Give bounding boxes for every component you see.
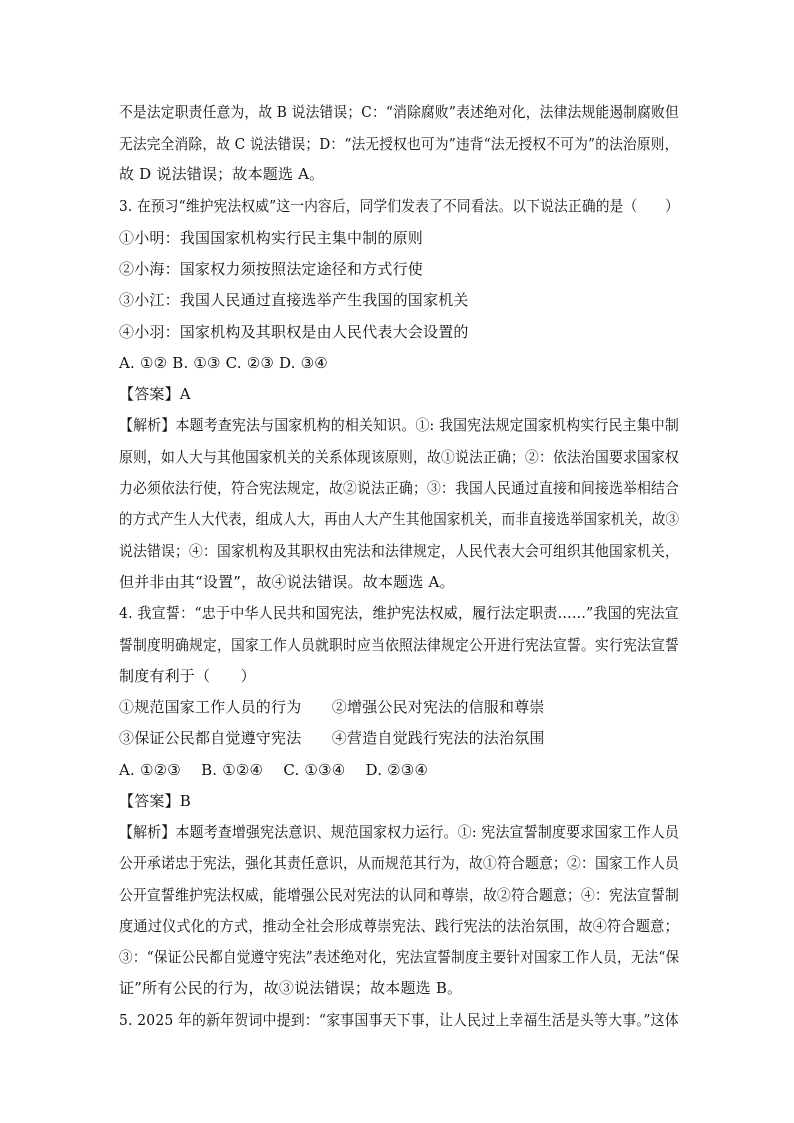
analysis-line: 说法错误；④：国家机构及其职权由宪法和法律规定，人民代表大会可组织其他国家机关， xyxy=(119,542,680,560)
analysis-line: 原则，如人大与其他国家机关的关系体现该原则，故①说法正确；②：依法治国要求国家权 xyxy=(119,448,680,466)
question-4-stem: 制度有利于（ ） xyxy=(119,667,256,685)
analysis-line: 力必须依法行使，符合宪法规定，故②说法正确；③：我国人民通过直接和间接选举相结合 xyxy=(119,479,680,497)
analysis-line: ③：“保证公民都自觉遵守宪法”表述绝对化，宪法宣誓制度主要针对国家工作人员，无法“保 xyxy=(119,948,680,966)
analysis-line: 度通过仪式化的方式，推动全社会形成尊崇宪法、践行宪法的法治氛围，故④符合题意； xyxy=(119,917,679,935)
answer-label: 【答案】B xyxy=(119,792,192,810)
answer-choices: A. ①② B. ①③ C. ②③ D. ③④ xyxy=(119,354,328,372)
analysis-line: 公开承诺忠于宪法，强化其责任意识，从而规范其行为，故①符合题意；②：国家工作人员 xyxy=(119,854,680,872)
options-row: ①规范国家工作人员的行为 ②增强公民对宪法的信服和尊崇 xyxy=(119,698,545,716)
options-row: ③保证公民都自觉遵守宪法 ④营造自觉践行宪法的法治氛围 xyxy=(119,729,545,747)
analysis-line: 但并非由其“设置”，故④说法错误。故本题选 A。 xyxy=(119,573,455,591)
text-line: 不是法定职责任意为，故 B 说法错误；C：“消除腐败”表述绝对化，法律法规能遏制腐败但 xyxy=(119,103,679,121)
text-line: 无法完全消除，故 C 说法错误；D：“法无授权也可为”违背“法无授权不可为”的法治原则， xyxy=(119,135,679,153)
analysis-line: 【解析】本题考查增强宪法意识、规范国家权力运行。①: 宪法宣誓制度要求国家工作人员 xyxy=(119,823,680,841)
option-1: ①小明：我国国家机构实行民主集中制的原则 xyxy=(119,229,424,247)
option-4: ④小羽：国家机构及其职权是由人民代表大会设置的 xyxy=(119,323,469,341)
analysis-line: 的方式产生人大代表，组成人大，再由人大产生其他国家机关，而非直接选举国家机关，故③ xyxy=(119,510,680,528)
question-4-stem: 誓制度明确规定，国家工作人员就职时应当依照法律规定公开进行宪法宣誓。实行宪法宣誓 xyxy=(119,636,680,654)
text-line: 故 D 说法错误；故本题选 A。 xyxy=(119,165,325,183)
analysis-line: 证”所有公民的行为，故③说法错误；故本题选 B。 xyxy=(119,979,463,997)
option-3: ③小江：我国人民通过直接选举产生我国的国家机关 xyxy=(119,291,469,309)
answer-label: 【答案】A xyxy=(119,385,191,403)
analysis-line: 公开宣誓维护宪法权威，能增强公民对宪法的认同和尊崇，故②符合题意；④：宪法宣誓制 xyxy=(119,886,680,904)
question-4-stem: 4. 我宣誓：“忠于中华人民共和国宪法，维护宪法权威，履行法定职责……”我国的宪法宣 xyxy=(119,604,679,622)
analysis-line: 【解析】本题考查宪法与国家机构的相关知识。①: 我国宪法规定国家机构实行民主集中制 xyxy=(119,416,680,434)
question-5-stem: 5. 2025 年的新年贺词中提到：“家事国事天下事，让人民过上幸福生活是头等大事。”这体 xyxy=(119,1011,679,1029)
option-2: ②小海：国家权力须按照法定途径和方式行使 xyxy=(119,260,424,278)
answer-choices: A. ①②③ B. ①②④ C. ①③④ D. ②③④ xyxy=(119,761,429,779)
question-3-stem: 3. 在预习“维护宪法权威”这一内容后，同学们发表了不同看法。以下说法正确的是（ ） xyxy=(119,197,680,215)
